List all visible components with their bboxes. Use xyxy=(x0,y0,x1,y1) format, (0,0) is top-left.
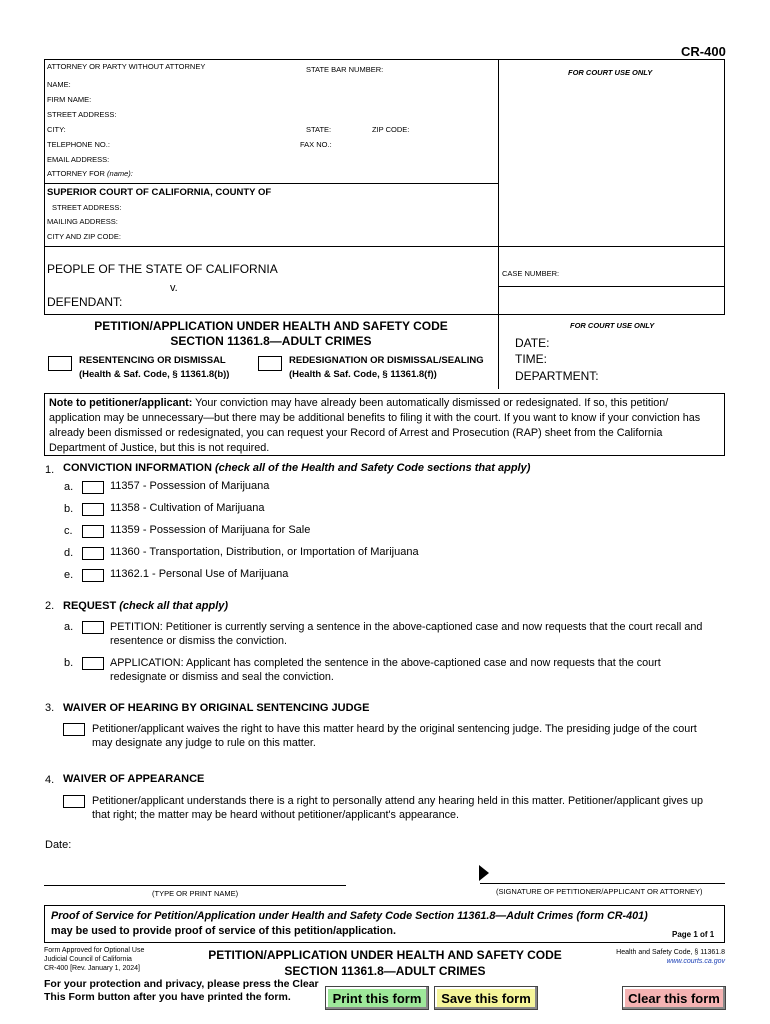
application-checkbox[interactable] xyxy=(82,657,104,670)
section1-number: 1. xyxy=(45,464,55,476)
resentencing-code: (Health & Saf. Code, § 11361.8(b)) xyxy=(79,369,230,380)
waiver-appearance-checkbox[interactable] xyxy=(63,795,85,808)
footer-citation: Health and Safety Code, § 11361.8 www.courts.ca.gov xyxy=(580,948,725,966)
conviction-11357-checkbox[interactable] xyxy=(82,481,104,494)
redesignation-label: REDESIGNATION OR DISMISSAL/SEALING xyxy=(289,355,484,366)
section2-heading: REQUEST (check all that apply) xyxy=(63,600,229,612)
conviction-11360-checkbox[interactable] xyxy=(82,547,104,560)
resentencing-label: RESENTENCING OR DISMISSAL xyxy=(79,355,226,366)
street-label[interactable]: STREET ADDRESS: xyxy=(47,110,117,119)
case-number-label[interactable]: CASE NUMBER: xyxy=(502,269,560,278)
item-letter: c. xyxy=(64,525,73,537)
signature-label[interactable]: (SIGNATURE OF PETITIONER/APPLICANT OR ATTORNEY) xyxy=(496,887,703,896)
conviction-11358-checkbox[interactable] xyxy=(82,503,104,516)
section3-number: 3. xyxy=(45,702,55,714)
note-text: Note to petitioner/applicant: Your conviction may have already been automatically dismissed or redesignated. If so, this petition/ application may be unnecessary—but there may be additional benefits to filing it with the court. If you want to know if your conviction has already been dismissed or redesignated, you can request your Record of Arrest and Prosecution (RAP) sheet from the California Department of Justice, but this is not required. xyxy=(49,397,701,454)
title-line2: SECTION 11361.8—ADULT CRIMES xyxy=(170,334,372,348)
hearing-department-label[interactable]: DEPARTMENT: xyxy=(515,369,599,383)
section4-number: 4. xyxy=(45,774,55,786)
versus-label: v. xyxy=(170,282,178,294)
title-line1: PETITION/APPLICATION UNDER HEALTH AND SAFETY CODE xyxy=(94,319,448,333)
waiver-hearing-text: Petitioner/applicant waives the right to have this matter heard by the original sentencing judge. The presiding judge of the court may designate any judge to rule on this matter. xyxy=(92,723,697,749)
court-use-label-2: FOR COURT USE ONLY xyxy=(570,321,655,330)
waiver-appearance-text: Petitioner/applicant understands there is a right to personally attend any hearing held in this matter. Petitioner/applicant gives up that right; the matter may be heard without petitioner/applicant's appearance. xyxy=(92,795,703,821)
city-label[interactable]: CITY: xyxy=(47,125,66,134)
section4-heading: WAIVER OF APPEARANCE xyxy=(63,773,205,785)
conviction-11358-label: 11358 - Cultivation of Marijuana xyxy=(110,502,265,514)
page-number: Page 1 of 1 xyxy=(672,930,715,939)
hearing-date-label[interactable]: DATE: xyxy=(515,336,550,350)
fax-label[interactable]: FAX NO.: xyxy=(300,140,332,149)
courts-link[interactable]: www.courts.ca.gov xyxy=(666,958,725,965)
privacy-notice: For your protection and privacy, please press the Clear This Form button after you have printed the form. xyxy=(44,978,319,1003)
name-label[interactable]: NAME: xyxy=(47,80,71,89)
footer-title-line1: PETITION/APPLICATION UNDER HEALTH AND SAFETY CODE xyxy=(208,948,562,962)
petition-checkbox[interactable] xyxy=(82,621,104,634)
conviction-11359-checkbox[interactable] xyxy=(82,525,104,538)
item-letter: d. xyxy=(64,547,74,559)
redesignation-checkbox[interactable] xyxy=(258,356,282,371)
item-letter: e. xyxy=(64,569,74,581)
proof-line1: Proof of Service for Petition/Application under Health and Safety Code Section 11361.8—Adult Crimes (form CR-401) xyxy=(51,910,648,922)
date-label[interactable]: Date: xyxy=(45,839,72,851)
state-bar-label: STATE BAR NUMBER: xyxy=(306,65,384,74)
people-label: PEOPLE OF THE STATE OF CALIFORNIA xyxy=(47,262,278,276)
save-form-button[interactable]: Save this form xyxy=(434,986,538,1010)
attorney-for-label[interactable]: ATTORNEY FOR (name): xyxy=(47,169,133,178)
zip-label[interactable]: ZIP CODE: xyxy=(372,125,410,134)
section2-number: 2. xyxy=(45,600,55,612)
state-label[interactable]: STATE: xyxy=(306,125,332,134)
application-text: APPLICATION: Applicant has completed the sentence in the above-captioned case and now requests that the court redesignate or dismiss and seal the conviction. xyxy=(110,657,661,683)
court-use-label: FOR COURT USE ONLY xyxy=(568,68,653,77)
item-letter: b. xyxy=(64,657,74,669)
proof-line2: may be used to provide proof of service of this petition/application. xyxy=(51,925,396,937)
footer-approval: Form Approved for Optional Use Judicial Council of California CR-400 [Rev. January 1, 2024] xyxy=(44,947,145,972)
court-city-label[interactable]: CITY AND ZIP CODE: xyxy=(47,232,121,241)
court-title: SUPERIOR COURT OF CALIFORNIA, COUNTY OF xyxy=(47,187,272,198)
firm-label[interactable]: FIRM NAME: xyxy=(47,95,92,104)
redesignation-code: (Health & Saf. Code, § 11361.8(f)) xyxy=(289,369,437,380)
waiver-hearing-checkbox[interactable] xyxy=(63,723,85,736)
section1-heading: CONVICTION INFORMATION (check all of the Health and Safety Code sections that apply) xyxy=(63,462,531,474)
section3-heading: WAIVER OF HEARING BY ORIGINAL SENTENCING JUDGE xyxy=(63,702,370,714)
email-label[interactable]: EMAIL ADDRESS: xyxy=(47,155,110,164)
court-street-label[interactable]: STREET ADDRESS: xyxy=(52,203,122,212)
conviction-11357-label: 11357 - Possession of Marijuana xyxy=(110,480,270,492)
form-number: CR-400 xyxy=(681,44,726,59)
footer-title-line2: SECTION 11361.8—ADULT CRIMES xyxy=(284,964,486,978)
item-letter: a. xyxy=(64,481,74,493)
conviction-11362-checkbox[interactable] xyxy=(82,569,104,582)
conviction-11362-label: 11362.1 - Personal Use of Marijuana xyxy=(110,568,289,580)
resentencing-checkbox[interactable] xyxy=(48,356,72,371)
clear-form-button[interactable]: Clear this form xyxy=(622,986,726,1010)
print-form-button[interactable]: Print this form xyxy=(325,986,429,1010)
print-name-label[interactable]: (TYPE OR PRINT NAME) xyxy=(152,889,239,898)
conviction-11360-label: 11360 - Transportation, Distribution, or Importation of Marijuana xyxy=(110,546,419,558)
defendant-label[interactable]: DEFENDANT: xyxy=(47,295,123,309)
attorney-header: ATTORNEY OR PARTY WITHOUT ATTORNEY xyxy=(47,62,206,71)
phone-label[interactable]: TELEPHONE NO.: xyxy=(47,140,110,149)
hearing-time-label[interactable]: TIME: xyxy=(515,352,547,366)
sign-here-arrow-icon xyxy=(478,864,490,882)
conviction-11359-label: 11359 - Possession of Marijuana for Sale xyxy=(110,524,311,536)
court-mailing-label[interactable]: MAILING ADDRESS: xyxy=(47,217,118,226)
item-letter: a. xyxy=(64,621,74,633)
item-letter: b. xyxy=(64,503,74,515)
petition-text: PETITION: Petitioner is currently serving a sentence in the above-captioned case and now requests that the court recall and resentence or dismiss the conviction. xyxy=(110,621,703,647)
